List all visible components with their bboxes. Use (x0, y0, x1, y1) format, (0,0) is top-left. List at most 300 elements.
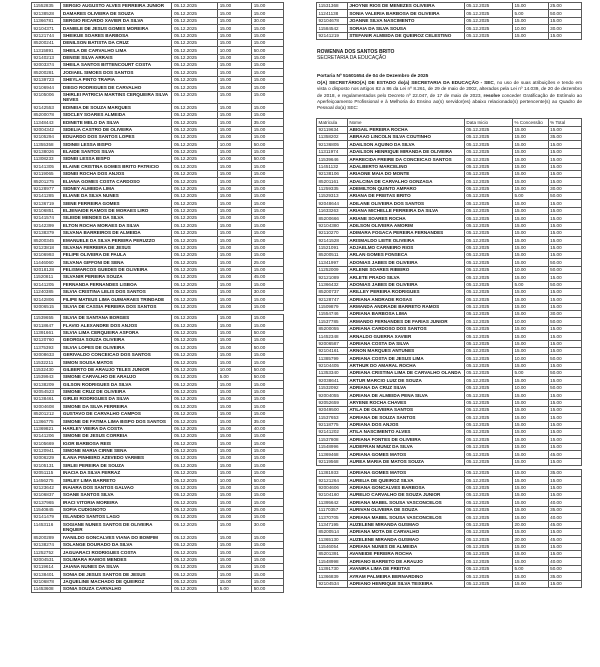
table-row (317, 521, 582, 528)
header-total: % Total (548, 119, 581, 126)
table-cell: 92104160 (317, 492, 348, 499)
table-cell: SONIA DE JESUS SANTOS DE JESUS (61, 571, 172, 578)
table-cell: 05.12.2025 (172, 396, 218, 403)
table-cell: ADJAELMO CARNEIRO RIOS (347, 244, 464, 251)
table-cell: 50.00 (252, 373, 284, 380)
table-cell: 11531368 (317, 3, 348, 10)
table-cell: 15.00 (218, 344, 252, 351)
table-cell: 15.00 (548, 178, 581, 185)
table-cell: 05.12.2025 (172, 477, 218, 484)
table-cell: 15.00 (548, 458, 581, 465)
table-cell: 11341997 (317, 259, 348, 266)
table-cell: 05.12.2025 (464, 521, 512, 528)
table-cell: 11365130 (317, 536, 348, 543)
table-cell: 05.12.2025 (464, 288, 512, 295)
table-cell: 92141574 (32, 215, 61, 222)
table-cell: 11366432 (317, 281, 348, 288)
table-cell: 05.12.2025 (172, 251, 218, 258)
table-row (317, 163, 582, 170)
table-cell: 05.12.2025 (172, 578, 218, 585)
table-cell: 15.00 (512, 148, 548, 155)
table-cell: 05.12.2025 (464, 580, 512, 587)
table-row (317, 347, 582, 354)
table-cell: 05.12.2025 (464, 32, 512, 39)
table-cell: 05.12.2025 (464, 303, 512, 310)
table-cell: 05.12.2025 (464, 384, 512, 391)
table-cell: 05.12.2025 (172, 133, 218, 140)
table-cell: 85200514 (317, 528, 348, 535)
table-cell: 10.00 (512, 355, 548, 362)
table-cell: 10.00 (218, 366, 252, 373)
table-cell: ADIMARA FOGACA PEREIRA FERNANDES (347, 229, 464, 236)
table-cell: GEORGIA SOUZA OLIVEIRA (61, 337, 172, 344)
table-cell: 15.00 (512, 484, 548, 491)
table-cell: 15.00 (512, 492, 548, 499)
table-cell: 15.00 (218, 514, 252, 521)
table-cell: 5.00 (512, 281, 548, 288)
portaria-body-1: , no uso de suas atribuições e tendo em vista o disposto nos artigos 82 a 86 da Lei nº 8.261, de 29 de maio de 2002, alterados pela Lei nº 14.039, de 20 de dezembro de 2018, e regulamentados pelo Decreto nº 22.047, de 17 de maio de 2023, (317, 80, 582, 98)
table-cell: 15.00 (548, 252, 581, 259)
table-row (32, 373, 284, 380)
table-cell: 11369821 (32, 425, 61, 432)
table-cell: 15.00 (512, 259, 548, 266)
table-cell: 15.00 (252, 148, 284, 155)
table-cell: 35.00 (252, 119, 284, 126)
table-row (32, 192, 284, 199)
table-cell: 25.00 (252, 506, 284, 513)
table-cell: 15.00 (512, 207, 548, 214)
table-cell: 05.12.2025 (172, 303, 218, 310)
table-cell: 11453608 (32, 586, 61, 593)
table-cell: 15.00 (252, 222, 284, 229)
table-cell: 15.00 (252, 126, 284, 133)
table-row (317, 222, 582, 229)
table-cell: 92137965 (32, 499, 61, 506)
table-cell: 15.00 (252, 447, 284, 454)
table-cell: 15.00 (218, 91, 252, 104)
table-cell: 15.00 (512, 543, 548, 550)
table-cell: 15.00 (218, 207, 252, 214)
table-cell: 11240385 (32, 288, 61, 295)
table-cell: ISLANDIO SANTOS LAGO (61, 514, 172, 521)
table-row (317, 436, 582, 443)
table-row (32, 251, 284, 258)
table-cell: 92104380 (317, 222, 348, 229)
table-cell: 05.12.2025 (464, 207, 512, 214)
header-data-inicio: Data Inicio (464, 119, 512, 126)
table-cell: 10.00 (512, 25, 548, 32)
servant-table-left-1 (31, 2, 284, 311)
table-cell: 85200666 (317, 215, 348, 222)
table-cell: 11539943 (32, 373, 61, 380)
table-cell: 15.00 (548, 170, 581, 177)
header-concessao: % Concessão (512, 119, 548, 126)
table-cell: ADILSON OLIVEIRA AMORIM (347, 222, 464, 229)
table-cell: 15.00 (218, 337, 252, 344)
table-cell: 15.00 (252, 440, 284, 447)
table-cell: 15.00 (512, 506, 548, 513)
table-cell: 92141202 (317, 429, 348, 436)
table-cell: ADRIANA MOTA DE CARVALHO (347, 528, 464, 535)
table-cell: 05.12.2025 (172, 192, 218, 199)
table-cell: 15.00 (218, 200, 252, 207)
table-cell: 15.00 (218, 314, 252, 321)
header-matricula: Matricula (317, 119, 348, 126)
table-cell: 92105131 (32, 462, 61, 469)
table-cell: SIDNEI LESSA BISPO (61, 156, 172, 163)
table-cell: 05.12.2025 (464, 200, 512, 207)
table-cell: 15.00 (548, 126, 581, 133)
table-cell: AUZELENE MIRANDA GUSMAO (347, 521, 464, 528)
table-cell: 11539655 (32, 314, 61, 321)
table-row (32, 521, 284, 534)
table-cell: 05.12.2025 (172, 563, 218, 570)
table-cell: ADRIANA DA CRUZ SILVA (347, 384, 464, 391)
table-cell: 15.00 (548, 148, 581, 155)
table-cell: 15.00 (218, 3, 252, 10)
table-cell: 05.12.2025 (464, 178, 512, 185)
table-cell: ADRIANA MABEL SOUSA VASCONCELOS (347, 499, 464, 506)
table-cell: SIMON SOUSA MATOS (61, 359, 172, 366)
table-cell: 92104371 (32, 25, 61, 32)
table-cell: 15.00 (548, 528, 581, 535)
table-cell: 92104405 (317, 362, 348, 369)
table-cell: 15.00 (548, 347, 581, 354)
table-cell: 35.00 (548, 573, 581, 580)
table-cell: 15.00 (252, 296, 284, 303)
table-cell: 15.00 (512, 499, 548, 506)
table-cell: 92142399 (32, 222, 61, 229)
table-cell: 15.00 (218, 148, 252, 155)
table-cell: 15.00 (252, 388, 284, 395)
table-cell: SIDELIA CASTRO DE OLIVEIRA (61, 126, 172, 133)
table-row (317, 325, 582, 332)
table-cell: ARNON MARQUES ANTUNES (347, 347, 464, 354)
table-row (32, 541, 284, 548)
table-cell: SILVANIR PEREIRA SOUZA (61, 274, 172, 281)
table-cell: 15.00 (548, 436, 581, 443)
table-cell: ARIANE SOARES ROCHA (347, 215, 464, 222)
table-cell: 05.12.2025 (172, 322, 218, 329)
table-cell: 05.12.2025 (172, 274, 218, 281)
table-row (317, 543, 582, 550)
table-cell: 15.00 (218, 556, 252, 563)
table-cell: 15.00 (218, 578, 252, 585)
servant-table-right-top (316, 2, 582, 40)
table-cell: 92106944 (32, 84, 61, 91)
table-row (32, 322, 284, 329)
table-cell: SIDCLEY SOARES ALMEIDA (61, 111, 172, 118)
table-cell: 15.00 (512, 215, 548, 222)
table-cell: 92138106 (317, 170, 348, 177)
table-cell: 15.00 (218, 111, 252, 118)
table-cell: DANIELE DE JESUS GOMES MOREIRA (61, 25, 172, 32)
table-row (32, 104, 284, 111)
table-cell: STEFANIR ALMEIDA DE QUEIROZ CELESTINO (347, 32, 464, 39)
table-cell: 11520811 (32, 274, 61, 281)
table-cell: 05.12.2025 (464, 252, 512, 259)
table-row (32, 344, 284, 351)
table-row (32, 185, 284, 192)
table-cell: 15.00 (218, 381, 252, 388)
table-cell: 15.00 (512, 399, 548, 406)
table-cell: 40.00 (252, 425, 284, 432)
table-cell: 35.00 (548, 506, 581, 513)
table-cell: 92119568 (317, 458, 348, 465)
table-row (32, 207, 284, 214)
table-cell: 50.00 (548, 193, 581, 200)
table-cell: 05.12.2025 (172, 126, 218, 133)
table-cell: 15.00 (218, 163, 252, 170)
table-cell: ADRIANA CRISTINA LIMA DE CARVALHO OLANDA (347, 370, 464, 377)
table-cell: 40.00 (548, 558, 581, 565)
table-cell: 05.12.2025 (464, 148, 512, 155)
table-row (32, 418, 284, 425)
table-cell: 05.12.2025 (464, 141, 512, 148)
table-cell: 15.00 (548, 580, 581, 587)
table-cell: 05.12.2025 (464, 229, 512, 236)
table-cell: 15.00 (218, 244, 252, 251)
table-cell: 15.00 (252, 111, 284, 118)
table-cell: 05.12.2025 (464, 506, 512, 513)
table-row (317, 207, 582, 214)
table-cell: SIMONE CRUZ DE OLIVEIRA (61, 388, 172, 395)
table-cell: 05.12.2025 (464, 244, 512, 251)
table-cell: 15.00 (512, 458, 548, 465)
table-cell: 15.00 (218, 104, 252, 111)
table-cell: 15.00 (218, 54, 252, 61)
table-cell: ADRIANA FONTES DE OLIVEIRA (347, 436, 464, 443)
table-cell: 15.00 (252, 541, 284, 548)
table-cell: 15.00 (252, 84, 284, 91)
table-cell: 11584542 (317, 25, 348, 32)
table-cell: 92141219 (317, 32, 348, 39)
table-cell: 15.00 (548, 163, 581, 170)
table-cell: 15.00 (218, 396, 252, 403)
table-cell: 11546054 (317, 543, 348, 550)
table-cell: 15.00 (548, 32, 581, 39)
table-row (32, 578, 284, 585)
table-row (32, 359, 284, 366)
table-cell: 15.00 (218, 84, 252, 91)
table-row (317, 340, 582, 347)
table-cell: 92008633 (32, 351, 61, 358)
table-cell: 15.00 (548, 443, 581, 450)
table-cell: 11348443 (32, 119, 61, 126)
table-cell: 85201212 (32, 410, 61, 417)
table-cell: JAQUELINE MACHADO DE QUEIROZ (61, 578, 172, 585)
table-cell: JAGUARACI RODRIGUES COSTA (61, 549, 172, 556)
table-cell: 15.00 (218, 410, 252, 417)
table-cell: 05.12.2025 (172, 499, 218, 506)
table-cell: 15.00 (252, 200, 284, 207)
table-cell: 11529313 (317, 193, 348, 200)
table-cell: 05.12.2025 (172, 91, 218, 104)
table-cell: 30.00 (548, 25, 581, 32)
table-cell: 30.00 (252, 288, 284, 295)
table-row (32, 76, 284, 83)
table-row (32, 274, 284, 281)
table-cell: 10.00 (218, 141, 252, 148)
table-cell: SOLANGE DOURADO DA SILVA (61, 541, 172, 548)
table-cell: 15.00 (218, 32, 252, 39)
table-cell: 11532211 (32, 359, 61, 366)
table-cell: 85200511 (317, 252, 348, 259)
table-cell: 5.00 (218, 373, 252, 380)
table-cell: ADALCINA DE CARVALHO GONZAGA (347, 178, 464, 185)
table-cell: 15.00 (252, 455, 284, 462)
table-cell: 05.12.2025 (172, 506, 218, 513)
table-cell: 15.00 (512, 296, 548, 303)
table-cell: 05.12.2025 (172, 69, 218, 76)
table-cell: 11548996 (317, 443, 348, 450)
table-cell: 15.00 (252, 314, 284, 321)
table-cell: 50.00 (252, 141, 284, 148)
table-row (317, 3, 582, 10)
servant-table-right-2 (316, 469, 582, 588)
table-row (32, 141, 284, 148)
table-cell: 15.00 (218, 215, 252, 222)
table-cell: 05.12.2025 (464, 484, 512, 491)
table-row (317, 259, 582, 266)
table-row (32, 337, 284, 344)
table-cell: 92121089 (317, 274, 348, 281)
table-cell: 45.00 (548, 536, 581, 543)
table-cell: 15.00 (218, 170, 252, 177)
table-cell: 15.00 (548, 215, 581, 222)
table-cell: 15.00 (218, 440, 252, 447)
table-cell: 15.00 (252, 39, 284, 46)
table-cell: 92004342 (32, 126, 61, 133)
table-cell: ARLETE PRADO SILVA (347, 274, 464, 281)
table-cell: 15.00 (218, 571, 252, 578)
table-cell: 11170357 (317, 506, 348, 513)
table-cell: 11453116 (32, 521, 61, 534)
table-cell: AVANIRA LIMA DE FREITAS (347, 565, 464, 572)
table-cell: ADEMILTON QUINTO AMPARO (347, 185, 464, 192)
table-cell: 15.00 (548, 429, 581, 436)
table-cell: 15.00 (512, 325, 548, 332)
table-row (317, 244, 582, 251)
table-cell: 05.12.2025 (172, 373, 218, 380)
table-cell: 05.12.2025 (172, 410, 218, 417)
table-row (32, 329, 284, 336)
table-cell: 85200289 (32, 534, 61, 541)
table-cell: ADILANE OLIVEIRA DOS SANTOS (347, 200, 464, 207)
table-cell: 92120941 (32, 447, 61, 454)
table-cell: 05.12.2025 (464, 436, 512, 443)
table-cell: SILVIA CRISTINA LELIS DOS SANTOS (61, 288, 172, 295)
table-cell: 11554746 (317, 311, 348, 318)
table-row (32, 396, 284, 403)
table-cell: 15.00 (218, 403, 252, 410)
table-cell: EDUARDO DOS SANTOS LOPES (61, 133, 172, 140)
table-cell: 15.00 (512, 477, 548, 484)
table-cell: 5.00 (218, 586, 252, 593)
table-cell: GERIVALDO CONCEICAO DOS SANTOS (61, 351, 172, 358)
table-cell: 11391730 (317, 565, 348, 572)
table-cell: 15.00 (548, 340, 581, 347)
table-cell: 92140213 (32, 54, 61, 61)
table-cell: 92123818 (32, 244, 61, 251)
table-cell: 05.12.2025 (464, 551, 512, 558)
table-cell: 15.00 (218, 388, 252, 395)
table-cell: 5.00 (512, 565, 548, 572)
table-cell: 11452348 (317, 333, 348, 340)
table-cell: 15.00 (218, 274, 252, 281)
table-row (32, 491, 284, 498)
table-row (317, 458, 582, 465)
table-cell: JODIAEL SIMOES DOS SANTOS (61, 69, 172, 76)
table-cell: JOANNE SILVA NASCIMENTO (347, 17, 464, 24)
table-row (32, 281, 284, 288)
table-cell: 15.00 (218, 17, 252, 24)
table-row (317, 565, 582, 572)
table-row (317, 551, 582, 558)
table-row (317, 215, 582, 222)
table-row (317, 170, 582, 177)
table-cell: AVANEIDE PEREIRA ROCHA (347, 551, 464, 558)
table-cell: 15.00 (218, 10, 252, 17)
table-row (317, 558, 582, 565)
table-cell: AUZELENE MIRANDA GUSMAO (347, 536, 464, 543)
table-cell: 15.00 (218, 25, 252, 32)
table-row (317, 492, 582, 499)
table-cell: 05.12.2025 (464, 347, 512, 354)
table-cell: ARTHUR DO AMARAL ROCHA (347, 362, 464, 369)
table-cell: 11375393 (32, 344, 61, 351)
table-cell: DIEGO RODRIGUES DE CARVALHO (61, 84, 172, 91)
table-cell: 05.12.2025 (464, 451, 512, 458)
table-row (32, 222, 284, 229)
table-row (32, 170, 284, 177)
table-row (32, 484, 284, 491)
table-cell: 15.00 (548, 237, 581, 244)
table-cell: 15.00 (548, 288, 581, 295)
table-cell: 92128977 (32, 185, 61, 192)
table-cell: 15.00 (218, 266, 252, 273)
table-cell: 92138379 (32, 229, 61, 236)
table-cell: 15.00 (512, 528, 548, 535)
table-cell: 05.12.2025 (464, 469, 512, 476)
table-cell: 05.12.2025 (464, 392, 512, 399)
table-cell: 15.00 (548, 392, 581, 399)
table-cell: ELJENAIDE RAMOS DE MORAES LIRO (61, 207, 172, 214)
table-cell: 50.00 (252, 477, 284, 484)
table-row (317, 178, 582, 185)
table-cell: JAIANA NUNES DA SILVA (61, 563, 172, 570)
table-cell: 05.12.2025 (464, 25, 512, 32)
table-cell: 05.12.2025 (172, 156, 218, 163)
table-cell: INACIA DA SILVA FERRAZ (61, 469, 172, 476)
table-cell: 92006515 (32, 303, 61, 310)
table-cell: 15.00 (512, 252, 548, 259)
table-row (317, 274, 582, 281)
table-cell: 15.00 (252, 396, 284, 403)
table-cell: ATILA NASCIMENTO ALVES (347, 429, 464, 436)
table-cell: 05.12.2025 (172, 84, 218, 91)
table-cell: ARLAN GOMES FONSECA (347, 252, 464, 259)
table-cell: ARNALDO GUERRA XAVIER (347, 333, 464, 340)
table-cell: SIMONE MARIA CIRNE SENA (61, 447, 172, 454)
table-cell: 05.12.2025 (464, 477, 512, 484)
table-cell: 05.12.2025 (464, 156, 512, 163)
table-cell: ADRIANA BARBOSA LIMA (347, 311, 464, 318)
table-cell: 05.12.2025 (172, 521, 218, 534)
table-cell: EMANUELE DA SILVA PEREIRA PERUZZO (61, 237, 172, 244)
table-cell: SIMONE DE FATIMA LIMA BISPO DOS SANTOS (61, 418, 172, 425)
table-row (32, 296, 284, 303)
